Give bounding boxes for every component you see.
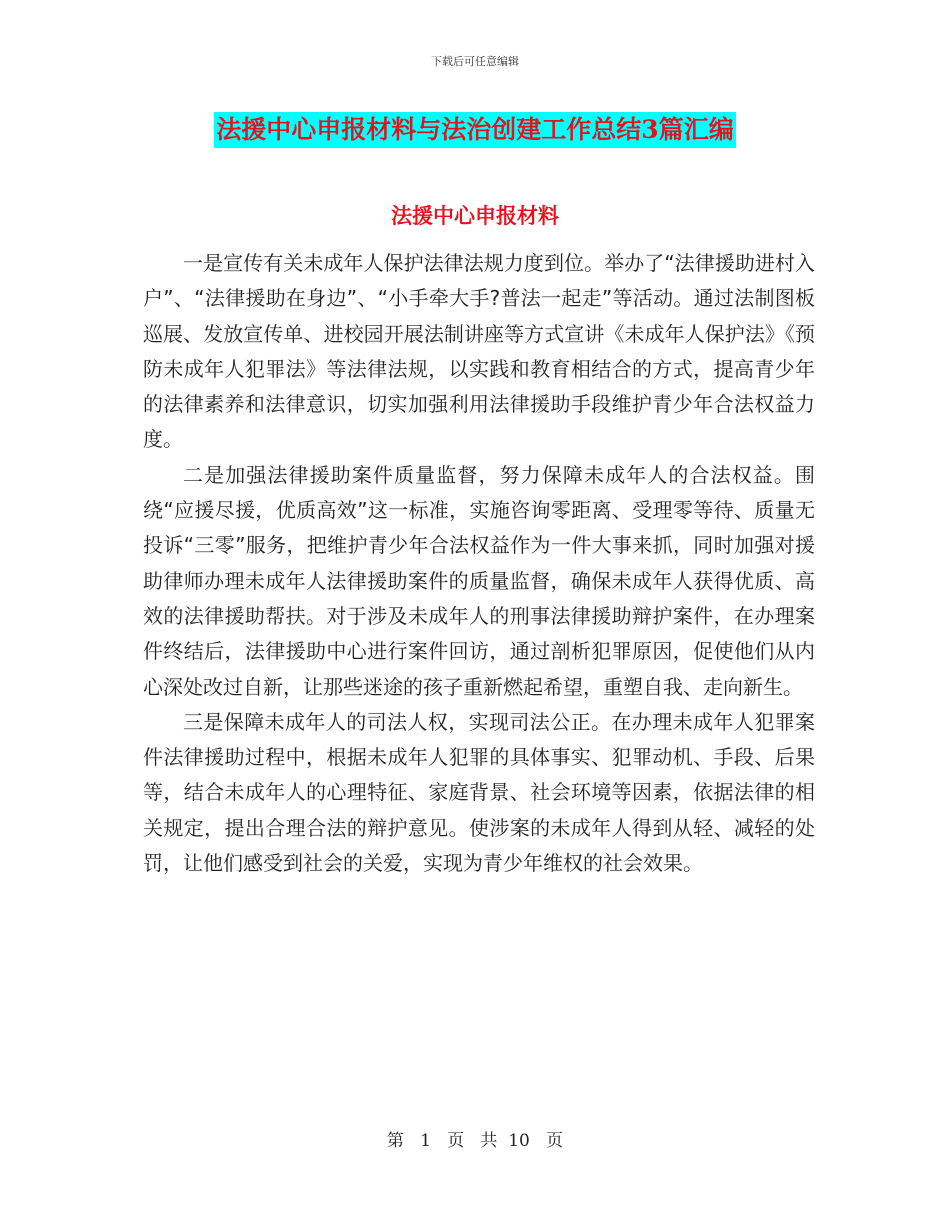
body-paragraph-1: 一是宣传有关未成年人保护法律法规力度到位。举办了“法律援助进村入户”、“法律援助在身边”、“小手牵大手?普法一起走”等活动。通过法制图板巡展、发放宣传单、进校园开展法制讲座等方式宣讲《未成年人保护法》《预防未成年人犯罪法》等法律法规，以实践和教育相结合的方式，提高青少年的法律素养和法律意识，切实加强利用法律援助手段维护青少年合法权益力度。 <box>143 251 815 452</box>
page-label-prefix: 第 <box>386 1131 404 1151</box>
document-body <box>143 246 815 881</box>
page-total-prefix: 共 <box>480 1131 498 1151</box>
page-label-suffix: 页 <box>546 1131 564 1151</box>
page-header-note: 下载后可任意编辑 <box>431 55 519 68</box>
page-label-mid: 页 <box>447 1131 465 1151</box>
body-paragraph-3: 三是保障未成年人的司法人权，实现司法公正。在办理未成年人犯罪案件法律援助过程中，根据未成年人犯罪的具体事实、犯罪动机、手段、后果等，结合未成年人的心理特征、家庭背景、社会环境等因素，依据法律的相关规定，提出合理合法的辩护意见。使涉案的未成年人得到从轻、减轻的处罚，让他们感受到社会的关爱，实现为青少年维权的社会效果。 <box>143 709 815 876</box>
document-title: 法援中心申报材料与法治创建工作总结3篇汇编 <box>214 112 735 148</box>
section-title: 法援中心申报材料 <box>391 203 559 228</box>
document-title-container <box>0 112 950 148</box>
total-page-count: 10 <box>508 1131 530 1151</box>
page-number-footer <box>0 1126 950 1151</box>
current-page-number: 1 <box>420 1131 431 1151</box>
body-paragraph-2: 二是加强法律援助案件质量监督，努力保障未成年人的合法权益。围绕“应援尽援，优质高效”这一标准，实施咨询零距离、受理零等待、质量无投诉“三零”服务，把维护青少年合法权益作为一件大事来抓，同时加强对援助律师办理未成年人法律援助案件的质量监督，确保未成年人获得优质、高效的法律援助帮扶。对于涉及未成年人的刑事法律援助辩护案件，在办理案件终结后，法律援助中心进行案件回访，通过剖析犯罪原因，促使他们从内心深处改过自新，让那些迷途的孩子重新燃起希望，重塑自我、走向新生。 <box>143 462 815 699</box>
